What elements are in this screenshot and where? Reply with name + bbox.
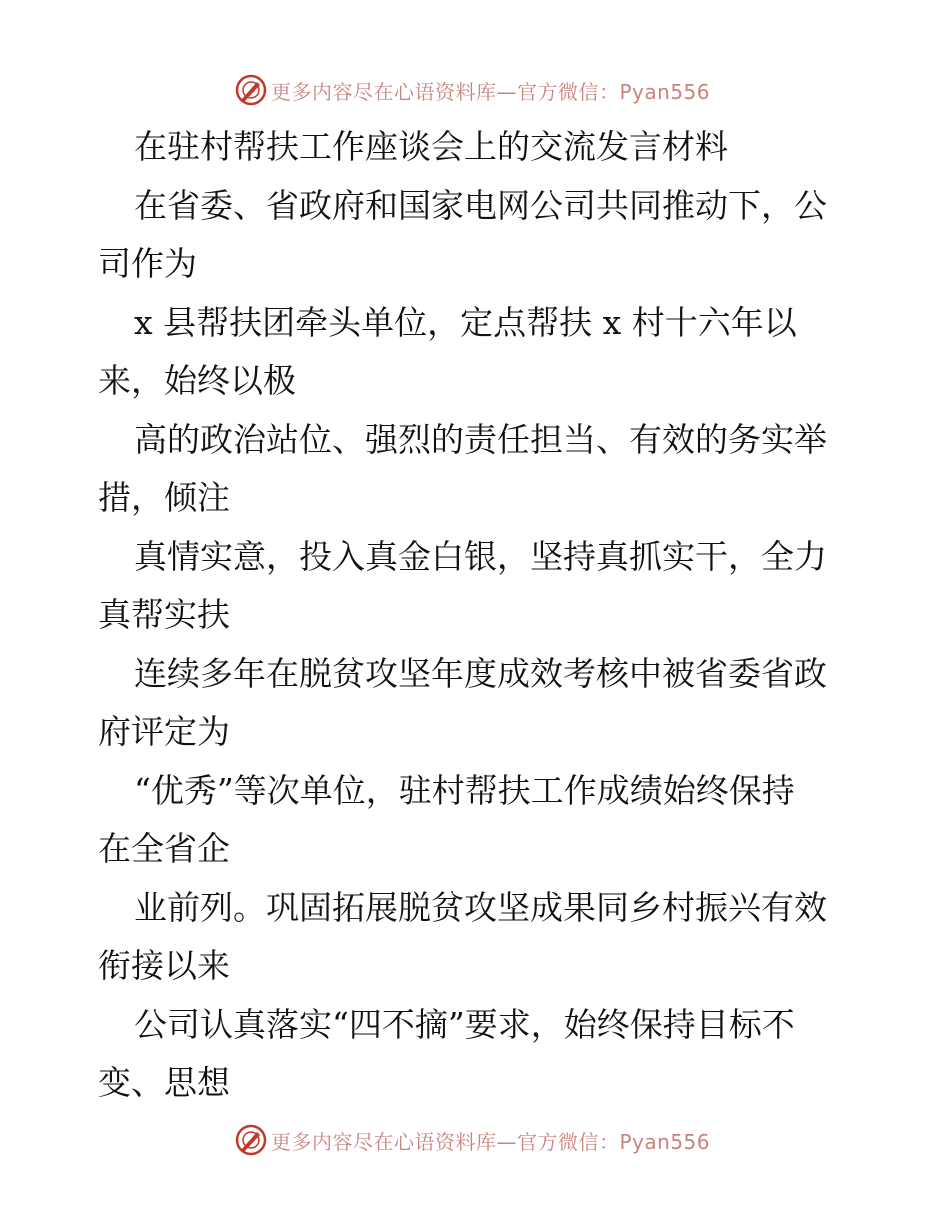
text-line: 变、思想: [98, 1063, 230, 1102]
text-line: 连续多年在脱贫攻坚年度成效考核中被省委省政: [134, 653, 827, 693]
watermark-text: [271, 76, 710, 105]
text-line: 来，始终以极: [98, 361, 296, 400]
text-line: 司作为: [98, 244, 197, 283]
pen-logo-icon: [235, 74, 267, 106]
text-line: x 县帮扶团牵头单位，定点帮扶 x 村十六年以: [134, 302, 797, 342]
watermark-footer: [235, 1122, 710, 1158]
watermark-separator: —: [496, 1129, 517, 1154]
watermark-site: 更多内容尽在心语资料库: [271, 79, 497, 104]
watermark-site: 更多内容尽在心语资料库: [271, 1129, 497, 1154]
pen-logo-icon: [235, 1124, 267, 1156]
watermark-header: [235, 72, 710, 108]
watermark-separator: —: [496, 79, 517, 104]
text-line: 真帮实扶: [98, 595, 230, 634]
text-line: 在省委、省政府和国家电网公司共同推动下，公: [134, 185, 827, 225]
text-line: 业前列。巩固拓展脱贫攻坚成果同乡村振兴有效: [134, 887, 827, 927]
text-line: 真情实意，投入真金白银，坚持真抓实干，全力: [134, 536, 827, 576]
text-line: 在全省企: [98, 829, 230, 868]
watermark-contact: 官方微信：Pyan556: [517, 1129, 711, 1154]
text-line: 公司认真落实“四不摘”要求，始终保持目标不: [134, 1004, 795, 1044]
watermark-text: [271, 1126, 710, 1155]
text-line: 高的政治站位、强烈的责任担当、有效的务实举: [134, 419, 827, 459]
text-line: 府评定为: [98, 712, 230, 751]
document-body: [98, 118, 858, 1113]
text-line: 措，倾注: [98, 478, 230, 517]
text-line: 衔接以来: [98, 946, 230, 985]
text-line: 在驻村帮扶工作座谈会上的交流发言材料: [134, 127, 728, 166]
watermark-contact: 官方微信：Pyan556: [517, 79, 711, 104]
text-line: “优秀”等次单位，驻村帮扶工作成绩始终保持: [134, 770, 795, 810]
